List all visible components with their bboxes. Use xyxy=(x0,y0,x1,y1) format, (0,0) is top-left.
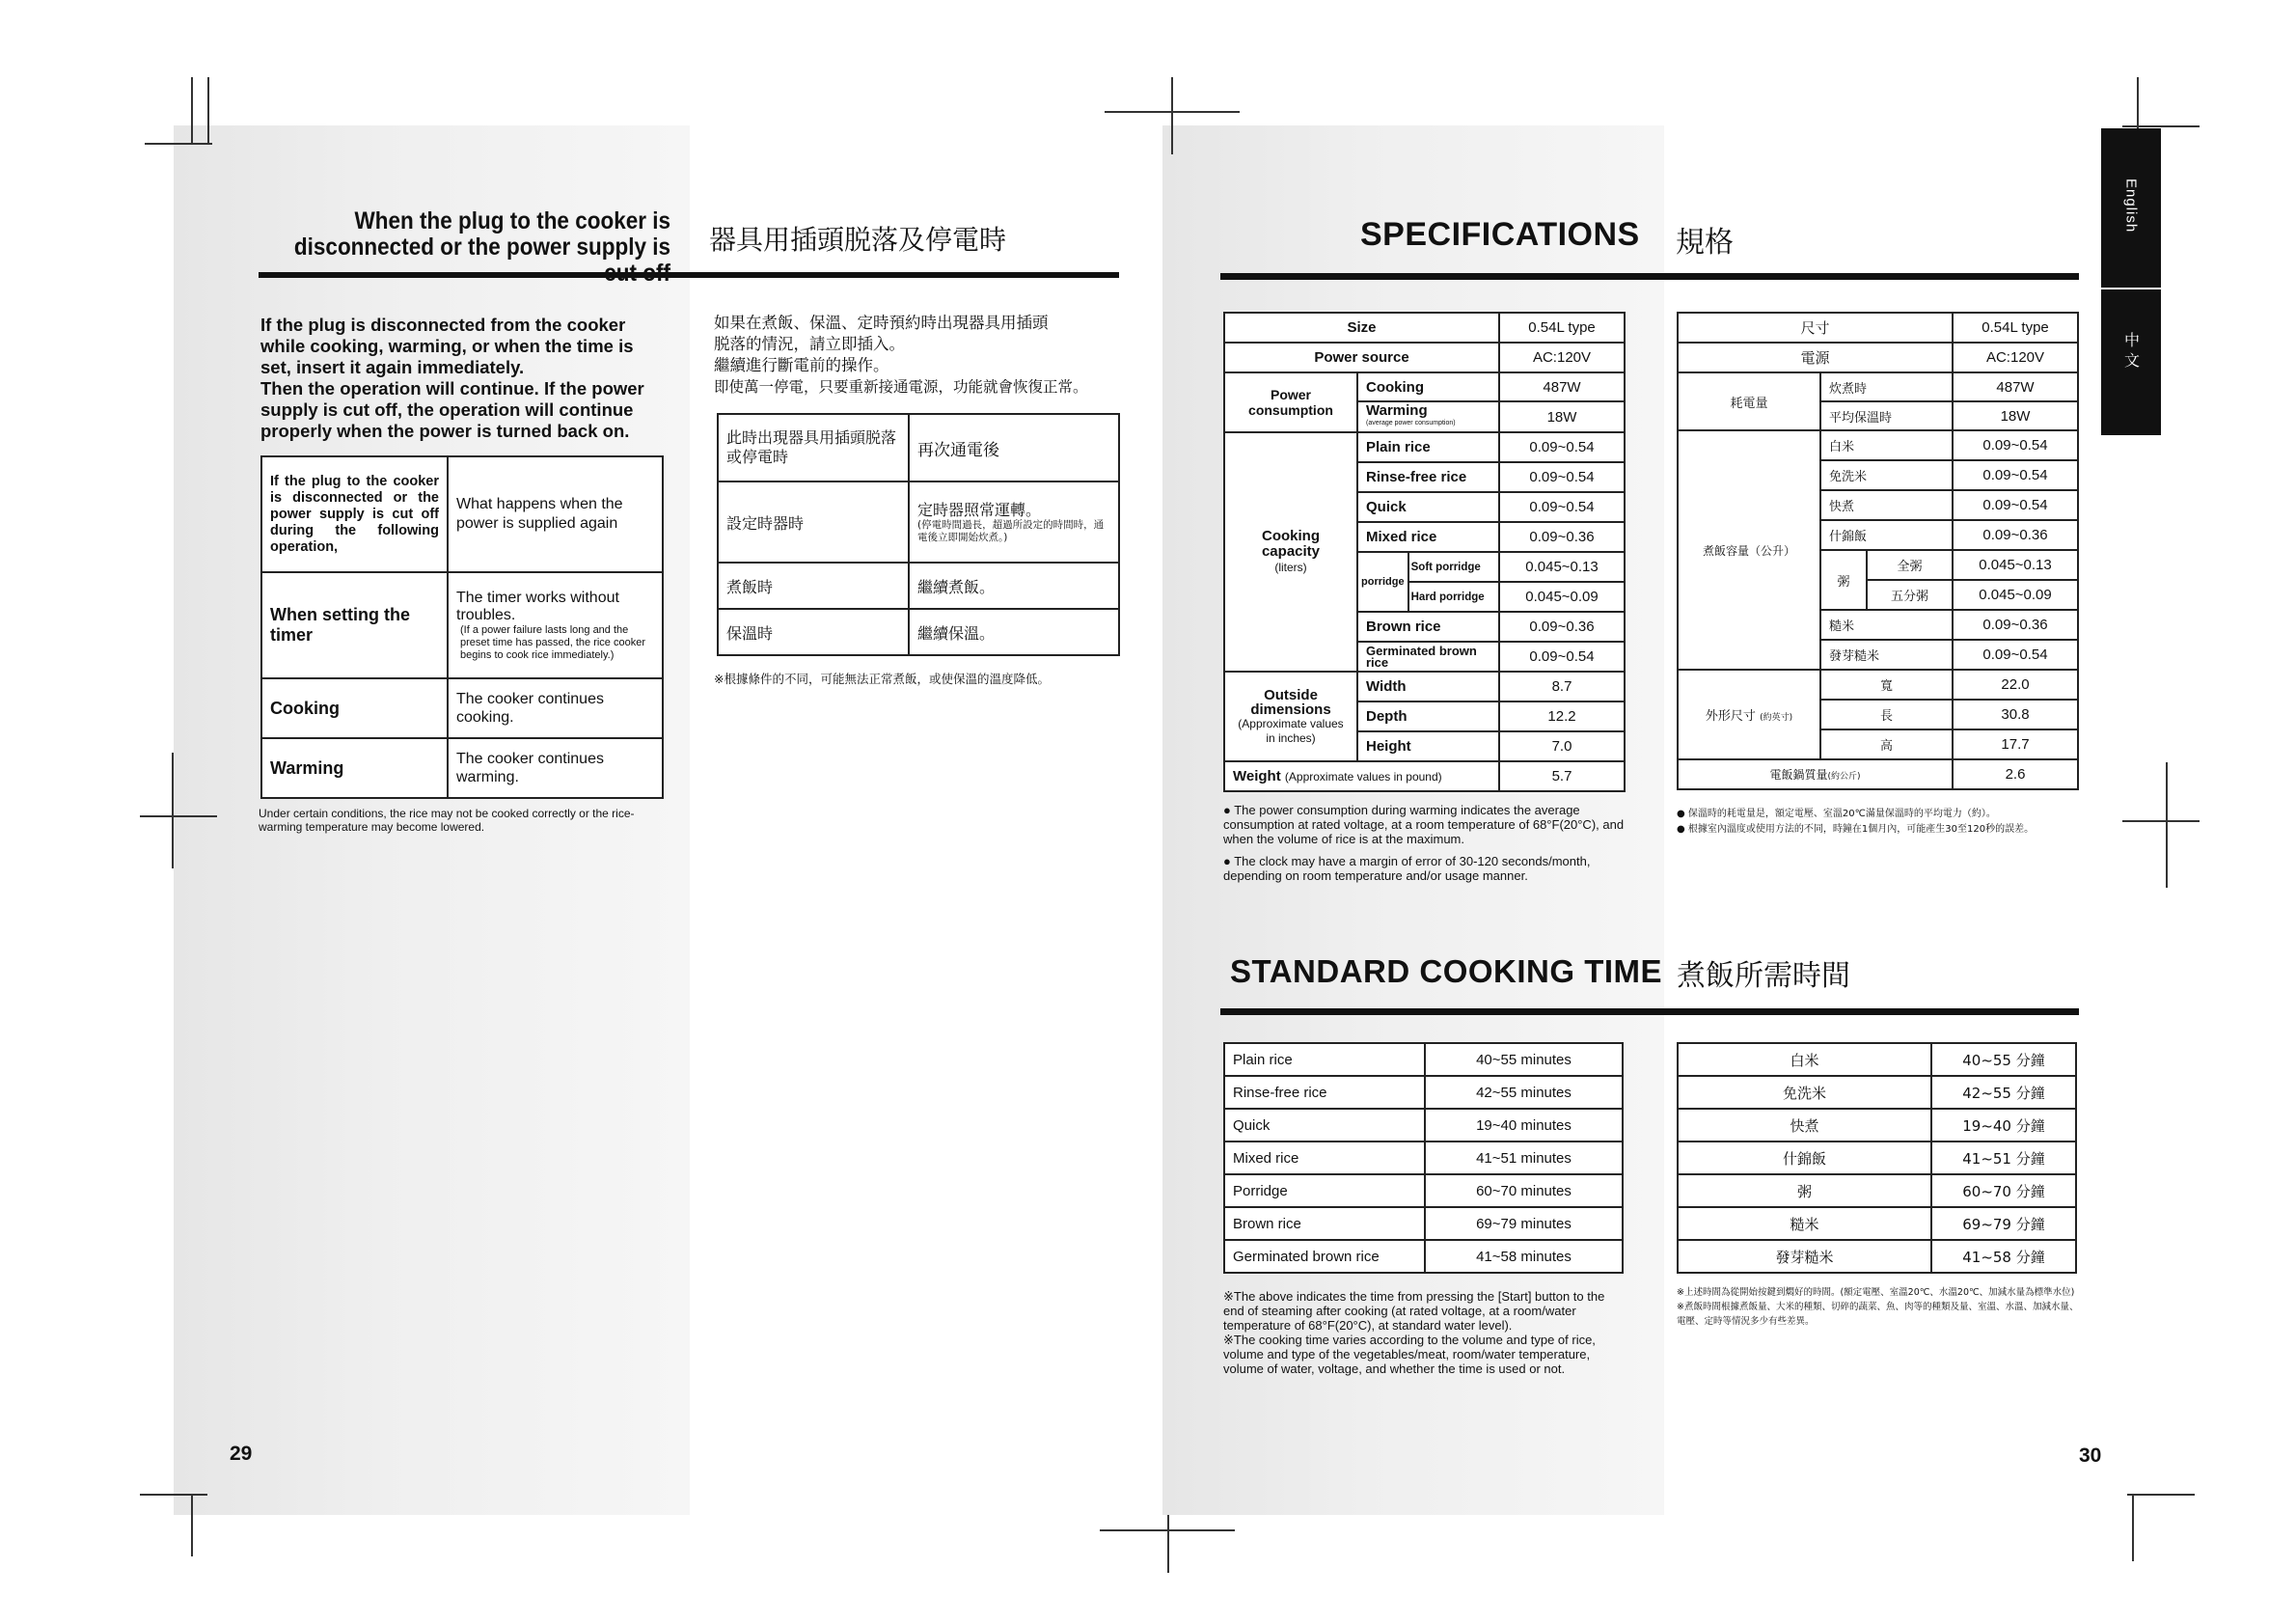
spec-size-label: Size xyxy=(1224,313,1499,343)
spec-width-value: 8.7 xyxy=(1499,672,1625,701)
spec-notes-zh xyxy=(1677,807,2091,838)
intro-zh-line: 如果在煮飯、保溫、定時預約時出現器具用插頭 xyxy=(714,314,1049,332)
spec-power-value: AC:120V xyxy=(1499,343,1625,372)
crop-mark xyxy=(140,1494,207,1496)
crop-mark xyxy=(2132,1494,2134,1561)
spec-size-value: 0.54L type xyxy=(1499,313,1625,343)
spec-capacity-cell xyxy=(1224,432,1357,672)
spec-zh-brown-label: 糙米 xyxy=(1820,610,1953,640)
crop-mark xyxy=(145,143,212,145)
spec-table-en xyxy=(1223,312,1626,792)
spec-consumption-label: Power consumption xyxy=(1224,372,1357,432)
spec-weight-cell xyxy=(1224,761,1499,791)
spec-notes-en xyxy=(1223,803,1626,883)
spec-height-label: Height xyxy=(1357,731,1499,761)
sct-title-en: STANDARD COOKING TIME xyxy=(1230,953,1663,989)
intro-line: properly when the power is turned back on. xyxy=(260,421,630,441)
sct-row-value: 41~51 minutes xyxy=(1425,1142,1623,1174)
spec-zh-size-value: 0.54L type xyxy=(1953,313,2078,343)
spec-soft-value: 0.045~0.13 xyxy=(1499,552,1625,582)
spec-zh-germ-value: 0.09~0.54 xyxy=(1953,640,2078,670)
spec-capacity-row-label: Plain rice xyxy=(1357,432,1499,462)
spec-zh-note-text: 保溫時的耗電量是，額定電壓、室溫20℃滿量保溫時的平均電力（約）。 xyxy=(1687,809,1996,819)
spec-zh-capacity-row-label: 快煮 xyxy=(1820,490,1953,520)
spec-depth-label: Depth xyxy=(1357,701,1499,731)
sct-row-label: Brown rice xyxy=(1224,1207,1425,1240)
spec-brown-value: 0.09~0.36 xyxy=(1499,612,1625,642)
crop-mark xyxy=(2166,762,2168,888)
spec-capacity-row-label: Quick xyxy=(1357,492,1499,522)
spec-zh-note-item: ● 根據室內溫度或使用方法的不同，時鐘在1個月內，可能產生30至120秒的誤差。 xyxy=(1677,824,2035,835)
spec-note-item: ● The power consumption during warming indicates the average consumption at rated voltage, at a room temperature of 68°F(20°C), and when the volume of rice is at the maximum. xyxy=(1223,803,1625,846)
sct-row-label: Plain rice xyxy=(1224,1043,1425,1076)
intro-line: If the plug is disconnected from the cooker xyxy=(260,315,626,335)
spec-zh-warming-label: 平均保溫時 xyxy=(1820,401,1953,430)
title-en-line: disconnected or the power supply is xyxy=(293,234,670,261)
power-row-label: Cooking xyxy=(261,678,448,738)
power-table-zh-header-right: 再次通電後 xyxy=(909,414,1119,481)
spec-zh-cooking-value: 487W xyxy=(1953,372,2078,401)
intro-line: set, insert it again immediately. xyxy=(260,357,525,377)
crop-mark xyxy=(140,815,217,817)
crop-mark xyxy=(207,77,209,145)
sct-zh-row-label: 發芽糙米 xyxy=(1678,1240,1931,1273)
spec-heading-rule xyxy=(1220,273,2079,280)
spec-capacity-row-value: 0.09~0.54 xyxy=(1499,462,1625,492)
spec-zh-power-value: AC:120V xyxy=(1953,343,2078,372)
crop-mark xyxy=(2122,125,2200,127)
spec-zh-hard-label: 五分粥 xyxy=(1867,580,1953,610)
intro-line: supply is cut off, the operation will continue xyxy=(260,399,634,420)
sct-row-label: Germinated brown rice xyxy=(1224,1240,1425,1273)
spec-zh-outside-sub: (約英寸) xyxy=(1760,713,1793,723)
sct-heading-rule xyxy=(1220,1008,2079,1015)
sct-row-value: 19~40 minutes xyxy=(1425,1109,1623,1142)
power-row-label: When setting the timer xyxy=(261,572,448,678)
sct-row-value: 60~70 minutes xyxy=(1425,1174,1623,1207)
sct-notes-zh xyxy=(1677,1285,2082,1329)
power-zh-row-label: 設定時器時 xyxy=(718,481,909,563)
power-row-value: The cooker continues cooking. xyxy=(448,678,663,738)
sct-zh-row-value: 42~55 分鐘 xyxy=(1931,1076,2076,1109)
power-table-zh-header-left: 此時出現器具用插頭脱落或停電時 xyxy=(718,414,909,481)
sct-zh-row-label: 什錦飯 xyxy=(1678,1142,1931,1174)
spec-width-label: Width xyxy=(1357,672,1499,701)
spec-zh-weight-label: 電飯鍋質量 xyxy=(1769,768,1828,782)
spec-zh-depth-label: 長 xyxy=(1820,700,1953,729)
spec-hard-label: Hard porridge xyxy=(1408,582,1499,612)
spec-zh-cooking-label: 炊煮時 xyxy=(1820,372,1953,401)
side-tab-chinese: 中 文 xyxy=(2121,332,2141,369)
spec-weight-value: 5.7 xyxy=(1499,761,1625,791)
power-zh-row-value-text: 定時器照常運轉。 xyxy=(917,500,1042,519)
spec-title-zh: 規格 xyxy=(1676,226,1734,260)
left-title-zh: 器具用插頭脱落及停電時 xyxy=(709,224,1007,256)
spec-porridge-label: porridge xyxy=(1357,552,1408,612)
spec-zh-capacity-label: 煮飯容量（公升） xyxy=(1678,430,1820,670)
spec-zh-note-text: 根據室內溫度或使用方法的不同，時鐘在1個月內，可能產生30至120秒的誤差。 xyxy=(1687,824,2035,835)
spec-warming-value: 18W xyxy=(1499,401,1625,432)
sct-zh-row-value: 40~55 分鐘 xyxy=(1931,1043,2076,1076)
spec-capacity-row-label: Mixed rice xyxy=(1357,522,1499,552)
spec-outside-sub: (Approximate values in inches) xyxy=(1238,716,1344,745)
power-table-en xyxy=(260,455,664,799)
spec-zh-weight-sub: (約公斤) xyxy=(1827,772,1861,782)
sct-zh-row-value: 41~51 分鐘 xyxy=(1931,1142,2076,1174)
spec-table-zh xyxy=(1677,312,2079,790)
spec-capacity-row-value: 0.09~0.54 xyxy=(1499,432,1625,462)
spec-zh-height-value: 17.7 xyxy=(1953,729,2078,759)
spec-weight-label: Weight xyxy=(1233,768,1281,784)
spec-soft-label: Soft porridge xyxy=(1408,552,1499,582)
power-table-header-left: If the plug to the cooker is disconnected or the power supply is cut off during the following operation, xyxy=(261,456,448,572)
spec-zh-depth-value: 30.8 xyxy=(1953,700,2078,729)
sct-zh-row-label: 糙米 xyxy=(1678,1207,1931,1240)
sct-row-value: 69~79 minutes xyxy=(1425,1207,1623,1240)
sct-note-item: ※The cooking time varies according to the volume and type of rice, volume and type of the vegetables/meat, room/water temperature, volume of water, voltage, and whether the time is used or not. xyxy=(1223,1333,1596,1376)
spec-capacity-row-value: 0.09~0.54 xyxy=(1499,492,1625,522)
crop-mark xyxy=(2127,1494,2195,1496)
spec-capacity-unit: (liters) xyxy=(1274,561,1307,574)
intro-line: Then the operation will continue. If the power xyxy=(260,378,644,399)
sct-row-value: 42~55 minutes xyxy=(1425,1076,1623,1109)
spec-zh-porridge-label: 粥 xyxy=(1820,550,1867,610)
power-row-value: The cooker continues warming. xyxy=(448,738,663,798)
power-zh-row-value: 繼續保溫。 xyxy=(909,609,1119,655)
crop-mark xyxy=(191,77,193,145)
spec-note-text: The power consumption during warming indicates the average consumption at rated voltage, at a room temperature of 68°F(20°C), and when the volume of rice is at the maximum. xyxy=(1223,803,1625,846)
spec-zh-power-label: 電源 xyxy=(1678,343,1953,372)
spec-power-label: Power source xyxy=(1224,343,1499,372)
sct-zh-row-label: 白米 xyxy=(1678,1043,1931,1076)
intro-line: while cooking, warming, or when the time is xyxy=(260,336,634,356)
sct-zh-row-label: 快煮 xyxy=(1678,1109,1931,1142)
title-en-line: When the plug to the cooker is xyxy=(354,207,670,234)
spec-zh-outside-label: 外形尺寸 xyxy=(1705,709,1756,724)
spec-zh-hard-value: 0.045~0.09 xyxy=(1953,580,2078,610)
spec-note-item: ● The clock may have a margin of error of 30-120 seconds/month, depending on room temperature and/or usage manner. xyxy=(1223,854,1591,883)
spec-zh-note-item: ● 保溫時的耗電量是，額定電壓、室溫20℃滿量保溫時的平均電力（約）。 xyxy=(1677,809,1996,819)
spec-zh-soft-value: 0.045~0.13 xyxy=(1953,550,2078,580)
spec-title-en: SPECIFICATIONS xyxy=(1360,216,1640,253)
page-number-right: 30 xyxy=(2079,1444,2102,1467)
crop-mark xyxy=(1171,77,1173,154)
spec-hard-value: 0.045~0.09 xyxy=(1499,582,1625,612)
spec-depth-value: 12.2 xyxy=(1499,701,1625,731)
sct-notes-en xyxy=(1223,1289,1626,1376)
sct-table-en xyxy=(1223,1042,1624,1274)
spec-zh-consumption-label: 耗電量 xyxy=(1678,372,1820,430)
side-tab-english: English xyxy=(2122,178,2140,234)
spec-cooking-label: Cooking xyxy=(1357,372,1499,401)
spec-zh-capacity-row-label: 什錦飯 xyxy=(1820,520,1953,550)
spec-warming-cell xyxy=(1357,401,1499,432)
intro-zh-line: 繼續進行斷電前的操作。 xyxy=(714,356,889,374)
spec-zh-height-label: 高 xyxy=(1820,729,1953,759)
power-row-sub: (If a power failure lasts long and the preset time has passed, the rice cooker begins to cook rice immediately.) xyxy=(460,623,645,661)
spec-zh-width-value: 22.0 xyxy=(1953,670,2078,700)
spec-capacity-label: Cooking capacity xyxy=(1261,528,1321,560)
spec-germ-label: Germinated brown rice xyxy=(1357,642,1499,672)
power-table-note-en: Under certain conditions, the rice may not be cooked correctly or the rice-warming temperature may become lowered. xyxy=(259,807,635,834)
crop-mark xyxy=(1167,1515,1169,1573)
sct-row-value: 40~55 minutes xyxy=(1425,1043,1623,1076)
spec-capacity-row-value: 0.09~0.36 xyxy=(1499,522,1625,552)
power-row-label: Warming xyxy=(261,738,448,798)
spec-zh-weight-cell xyxy=(1678,759,1953,789)
power-row-value xyxy=(448,572,663,678)
crop-mark xyxy=(2122,820,2200,822)
side-tab-divider xyxy=(2101,288,2161,289)
spec-outside-cell xyxy=(1224,672,1357,761)
language-side-tab xyxy=(2101,128,2161,435)
intro-zh-line: 即使萬一停電，只要重新接通電源，功能就會恢復正常。 xyxy=(714,378,1088,396)
spec-zh-warming-value: 18W xyxy=(1953,401,2078,430)
sct-zh-row-value: 60~70 分鐘 xyxy=(1931,1174,2076,1207)
power-table-note-zh: ※根據條件的不同，可能無法正常煮飯，或使保溫的溫度降低。 xyxy=(714,672,1050,686)
sct-zh-row-label: 免洗米 xyxy=(1678,1076,1931,1109)
sct-row-label: Rinse-free rice xyxy=(1224,1076,1425,1109)
sct-title-zh: 煮飯所需時間 xyxy=(1677,959,1850,993)
spec-zh-germ-label: 發芽糙米 xyxy=(1820,640,1953,670)
spec-zh-capacity-row-label: 免洗米 xyxy=(1820,460,1953,490)
crop-mark xyxy=(172,753,174,868)
spec-warming-label: Warming xyxy=(1366,402,1428,419)
page-number-left: 29 xyxy=(230,1443,253,1465)
spec-warming-sub: (average power consumption) xyxy=(1366,420,1456,426)
sct-zh-row-label: 粥 xyxy=(1678,1174,1931,1207)
spec-note-text: The clock may have a margin of error of 30-120 seconds/month, depending on room temperature and/or usage manner. xyxy=(1223,854,1591,883)
spec-zh-weight-value: 2.6 xyxy=(1953,759,2078,789)
spec-height-value: 7.0 xyxy=(1499,731,1625,761)
spec-zh-brown-value: 0.09~0.36 xyxy=(1953,610,2078,640)
sct-note-item: ※The above indicates the time from pressing the [Start] button to the end of steaming after cooking (at rated voltage, at a room/water temperature of 68°F(20°C), at standard water level). xyxy=(1223,1289,1605,1333)
sct-zh-row-value: 69~79 分鐘 xyxy=(1931,1207,2076,1240)
left-intro-en xyxy=(260,315,666,442)
spec-zh-capacity-row-value: 0.09~0.54 xyxy=(1953,460,2078,490)
intro-zh-line: 脱落的情況，請立即插入。 xyxy=(714,335,905,353)
spec-zh-size-label: 尺寸 xyxy=(1678,313,1953,343)
left-heading-rule xyxy=(259,272,1119,278)
power-zh-row-value xyxy=(909,481,1119,563)
power-table-zh xyxy=(717,413,1120,656)
sct-row-value: 41~58 minutes xyxy=(1425,1240,1623,1273)
sct-row-label: Mixed rice xyxy=(1224,1142,1425,1174)
sct-row-label: Porridge xyxy=(1224,1174,1425,1207)
spec-brown-label: Brown rice xyxy=(1357,612,1499,642)
power-zh-row-sub: (停電時間過長，超過所設定的時間時，通電後立即開始炊煮。) xyxy=(917,518,1105,543)
sct-table-zh xyxy=(1677,1042,2077,1274)
sct-zh-note-item: ※煮飯時間根據煮飯量、大米的種類、切碎的蔬菜、魚、肉等的種類及量、室溫、水溫、加減水量、電壓、定時等情況多少有些差異。 xyxy=(1677,1302,2079,1327)
sct-zh-note-item: ※上述時間為從開始按鍵到燜好的時間。(額定電壓、室溫20℃、水溫20℃、加減水量為標準水位) xyxy=(1677,1287,2075,1298)
sct-row-label: Quick xyxy=(1224,1109,1425,1142)
power-zh-row-label: 保溫時 xyxy=(718,609,909,655)
spec-zh-outside-cell xyxy=(1678,670,1820,759)
spec-zh-soft-label: 全粥 xyxy=(1867,550,1953,580)
power-row-value-text: The timer works without troubles. xyxy=(456,589,619,623)
spec-capacity-row-label: Rinse-free rice xyxy=(1357,462,1499,492)
spec-zh-capacity-row-value: 0.09~0.54 xyxy=(1953,430,2078,460)
spec-cooking-value: 487W xyxy=(1499,372,1625,401)
spec-weight-sub: (Approximate values in pound) xyxy=(1284,770,1442,784)
sct-zh-row-value: 41~58 分鐘 xyxy=(1931,1240,2076,1273)
spec-zh-width-label: 寬 xyxy=(1820,670,1953,700)
spec-zh-capacity-row-value: 0.09~0.54 xyxy=(1953,490,2078,520)
power-zh-row-label: 煮飯時 xyxy=(718,563,909,609)
power-zh-row-value: 繼續煮飯。 xyxy=(909,563,1119,609)
left-intro-zh xyxy=(714,313,1129,398)
spec-zh-capacity-row-label: 白米 xyxy=(1820,430,1953,460)
spec-zh-capacity-row-value: 0.09~0.36 xyxy=(1953,520,2078,550)
spec-germ-value: 0.09~0.54 xyxy=(1499,642,1625,672)
power-table-header-right: What happens when the power is supplied again xyxy=(448,456,663,572)
spec-outside-label: Outside dimensions xyxy=(1250,686,1331,718)
sct-zh-row-value: 19~40 分鐘 xyxy=(1931,1109,2076,1142)
crop-mark xyxy=(191,1494,193,1556)
